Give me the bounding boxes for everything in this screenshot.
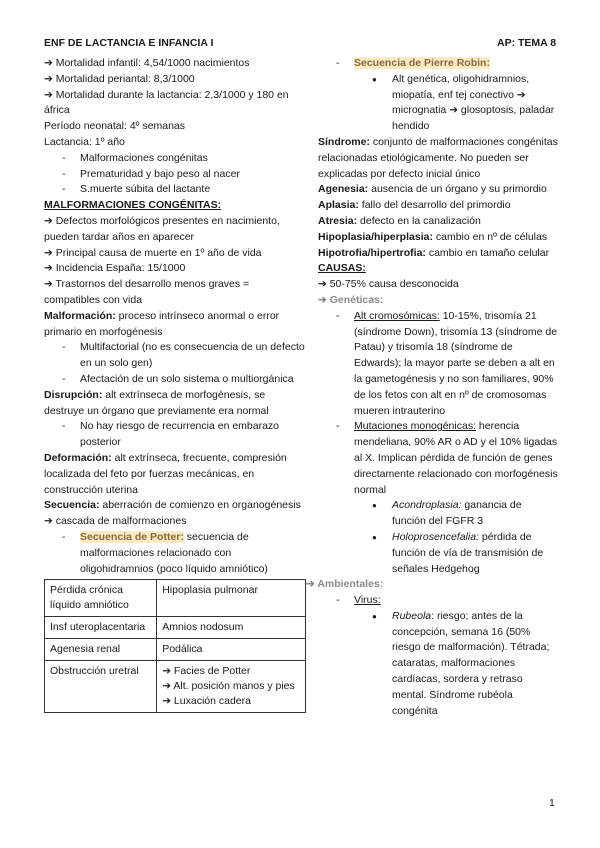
definition-agenesia — [318, 182, 558, 198]
definition-hipoplasia — [318, 230, 558, 246]
header-topic: AP: TEMA 8 — [497, 37, 557, 49]
definition-disrupcion — [44, 388, 306, 420]
table-row — [45, 580, 306, 617]
text-line: ➔ 50-75% causa desconocida — [318, 278, 459, 291]
subtitle: Virus: — [354, 594, 381, 607]
text-line: ➔ Mortalidad durante la lactancia: 2,3/1000 y 180 en áfrica — [44, 88, 289, 117]
table-row — [45, 617, 306, 639]
potter-item — [44, 530, 306, 577]
header-title: ENF DE LACTANCIA E INFANCIA I — [44, 37, 214, 49]
definition-malformacion — [44, 309, 306, 341]
term: Aplasia: — [318, 199, 359, 212]
table-cell: Agenesia renal — [45, 639, 157, 661]
text-line: Lactancia: 1º año — [44, 135, 125, 148]
subsection-geneticas: ➔ Genéticas: — [318, 293, 384, 306]
table-cell: Pérdida crónica líquido amniótico — [45, 580, 157, 617]
highlight-potter: Secuencia de Potter: — [80, 530, 184, 543]
section-title-causas: CAUSAS: — [318, 262, 366, 275]
section-title-malformaciones: MALFORMACIONES CONGÉNITAS: — [44, 199, 222, 212]
definition: alt extrínseca de morfogénesis, se destruye un órgano que previamente era normal — [44, 388, 269, 417]
definition: pérdida de función de vía de transmisión de señales Hedgehog — [392, 530, 544, 575]
bullet-item-holoprosencefalia — [318, 530, 558, 577]
table-cell: Insf uteroplacentaria — [45, 617, 157, 639]
term: Holoprosencefalia: — [392, 530, 479, 543]
table-cell: Podálica — [157, 639, 306, 661]
term: Síndrome: — [318, 135, 370, 148]
term: Disrupción: — [44, 388, 103, 401]
alt-cromosomicas-item — [318, 309, 558, 420]
definition: herencia mendeliana, 90% AR o AD y el 10% ligadas al X. Implican pérdida de función de genes directamente relacionado con morfogénesis normal — [354, 420, 558, 496]
term: Malformación: — [44, 309, 116, 322]
text-line: ➔ Incidencia España: 15/1000 — [44, 262, 186, 275]
table-cell: ➔ Facies de Potter ➔ Alt. posición manos y pies ➔ Luxación cadera — [157, 661, 306, 713]
definition: aberración de comienzo en organogénesis ➔ cascada de malformaciones — [44, 499, 301, 528]
definition-atresia — [318, 214, 558, 230]
definition-sindrome — [318, 135, 558, 182]
potter-table — [44, 579, 306, 713]
definition: fallo del desarrollo del primordio — [358, 199, 511, 212]
subsection-ambientales: ➔ Ambientales: — [306, 578, 384, 591]
right-column — [306, 56, 558, 719]
term: Hipotrofia/hipertrofia: — [318, 246, 426, 259]
page-number: 1 — [549, 797, 555, 809]
definition: ganancia de función del FGFR 3 — [392, 499, 522, 528]
definition: 10-15%, trisomía 21 (síndrome Down), trisomía 13 (síndrome de Patau) y trisomía 18 (síndrome de Edwards); la mayor parte se deben a alt en la gametogénesis y no son familiares, 90% de los fetos con alt en nº de cromosomas mueren intrauterino — [354, 309, 558, 417]
list-item: - Multifactorial (no es consecuencia de un defecto en un solo gen) — [44, 340, 306, 372]
definition: ausencia de un órgano y su primordio — [368, 183, 547, 196]
text-line: ➔ Principal causa de muerte en 1º año de vida — [44, 246, 262, 259]
definition: secuencia de malformaciones relacionado con oligohidramnios (poco líquido amniótico) — [80, 530, 268, 575]
list-item: - No hay riesgo de recurrencia en embarazo posterior — [44, 419, 306, 451]
term: Rubeola — [392, 609, 432, 622]
term: Hipoplasia/hiperplasia: — [318, 230, 433, 243]
definition: alt extrínseca, frecuente, compresión localizada del feto por fuerzas mecánicas, en construcción uterina — [44, 451, 287, 496]
definition-secuencia — [44, 498, 306, 530]
pierre-item — [318, 56, 558, 72]
table-cell: Amnios nodosum — [157, 617, 306, 639]
mutaciones-item — [318, 419, 558, 498]
bullet-item-rubeola — [318, 609, 558, 720]
term: Secuencia: — [44, 499, 100, 512]
text-line: ➔ Defectos morfológicos presentes en nacimiento, pueden tardar años en aparecer — [44, 214, 280, 243]
highlight-pierre: Secuencia de Pierre Robin: — [354, 57, 490, 69]
term: Deformación: — [44, 451, 112, 464]
table-cell: Hipoplasia pulmonar — [157, 580, 306, 617]
definition-aplasia — [318, 198, 558, 214]
term: Agenesia: — [318, 183, 369, 196]
bullet-item-acondroplasia — [318, 498, 558, 530]
list-item: - Malformaciones congénitas — [44, 151, 306, 167]
definition-hipotrofia — [318, 246, 558, 262]
text-line: ➔ Mortalidad periantal: 8,3/1000 — [44, 72, 195, 85]
term: Atresia: — [318, 214, 358, 227]
table-row — [45, 639, 306, 661]
list-item: - Afectación de un solo sistema o multiorgánica — [44, 372, 306, 388]
list-item: - Prematuridad y bajo peso al nacer — [44, 167, 306, 183]
subtitle: Alt cromosómicas: — [354, 309, 440, 322]
left-column — [44, 56, 306, 713]
subtitle: Mutaciones monogénicas: — [354, 420, 476, 433]
table-row — [45, 661, 306, 713]
text-line: ➔ Mortalidad infantil: 4,54/1000 nacimientos — [44, 57, 250, 69]
definition: cambio en tamaño celular — [425, 246, 550, 259]
text-line: ➔ Trastornos del desarrollo menos graves = compatibles con vida — [44, 278, 250, 306]
definition: defecto en la canalización — [357, 214, 481, 227]
table-cell: Obstrucción uretral — [45, 661, 157, 713]
text-line: Período neonatal: 4º semanas — [44, 120, 186, 133]
definition: proceso intrínseco anormal o error primario en morfogénesis — [44, 309, 280, 338]
definition: cambio en nº de células — [432, 230, 548, 243]
definition: : riesgo; antes de la concepción, semana 16 (50% riesgo de malformación). Tétrada; cataratas, malformaciones cardíacas, sordera y retraso mental. Síndrome rubéola congénita — [392, 609, 550, 717]
term: Acondroplasia: — [392, 499, 462, 512]
list-item: - S.muerte súbita del lactante — [44, 182, 306, 198]
definition-deformacion — [44, 451, 306, 498]
virus-item — [318, 593, 558, 609]
bullet-item: ● Alt genética, oligohidramnios, miopatía, enf tej conectivo ➔ micrognatia ➔ glosoptosis, paladar hendido — [318, 72, 558, 135]
definition: conjunto de malformaciones congénitas relacionadas etiológicamente. No pueden ser explicadas por defecto inicial único — [318, 135, 558, 180]
